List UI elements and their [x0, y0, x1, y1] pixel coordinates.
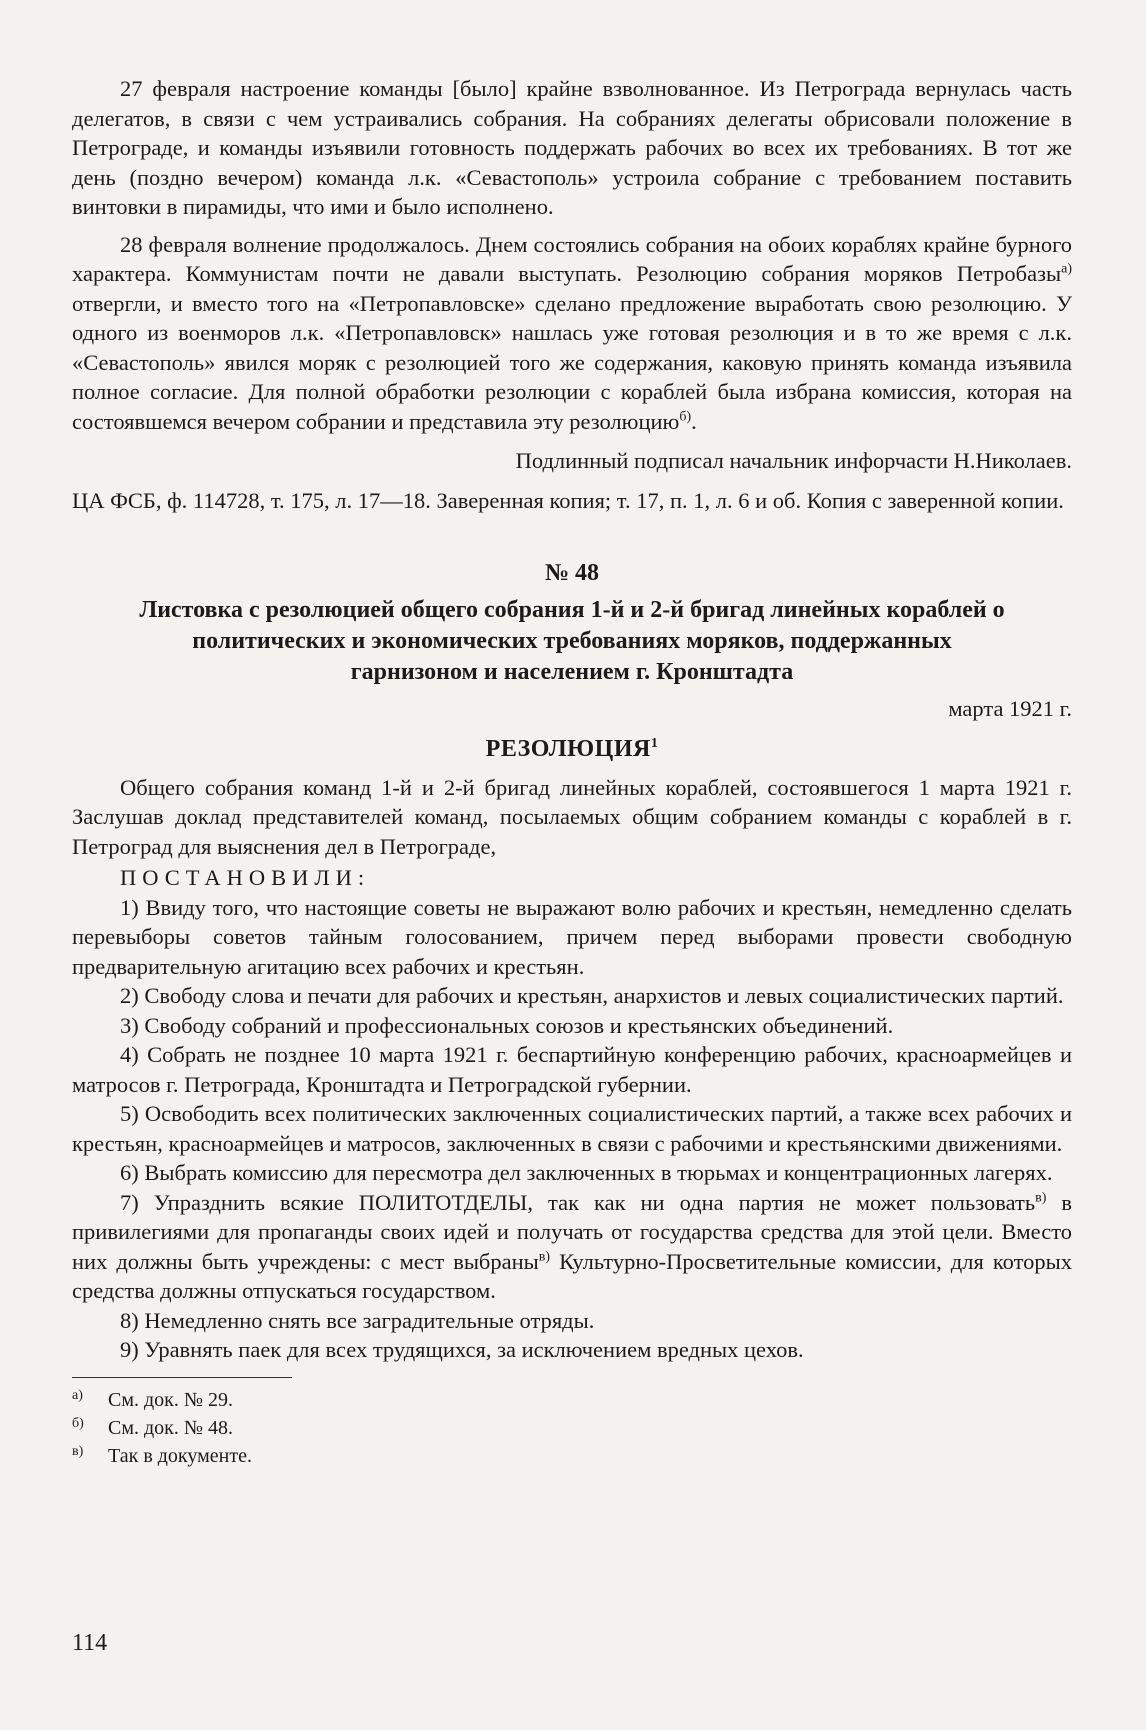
paragraph-feb28: 28 февраля волнение продолжалось. Днем состоялись собрания на обоих кораблях крайне бурного характера. Коммунистам почти не давали выступать. Резолюцию собрания моряков Петробазы$^{а)}$ отвергли, и вместо того на «Петропавловске» сделано предложение выработать свою резолюцию. У одного из военморов л.к. «Петропавловск» нашлась уже готовая резолюция и в то же время с л.к. «Севастополь» явился моряк с резолюцией того же содержания, каковую принять команда изъявила полное согласие. Для полной обработки резолюции с кораблей была избрана комиссия, которая на состоявшемся вечером собрании и представила эту резолюцию$^{б)}$. — [72, 231, 1072, 434]
document-page — [72, 74, 1072, 1470]
footnote-ref-v2: в) — [538, 1249, 551, 1264]
resolution-title — [72, 735, 1072, 765]
resolved-heading: ПОСТАНОВИЛИ: — [120, 865, 371, 890]
resolution-item-3: 3) Свободу собраний и профессиональных союзов и крестьянских объединений. — [120, 1012, 894, 1038]
archive-source: ЦА ФСБ, ф. 114728, т. 175, л. 17—18. Заверенная копия; т. 17, п. 1, л. 6 и об. Копия с заверенной копии. — [72, 487, 1064, 513]
footnote-b-text: См. док. № 48. — [108, 1416, 233, 1439]
footnote-v-text: Так в документе. — [108, 1444, 252, 1467]
resolution-item-4: 4) Собрать не позднее 10 марта 1921 г. беспартийную конференцию рабочих, красноармейцев и матросов г. Петрограда, Кронштадта и Петроградской губернии. — [72, 1042, 1072, 1097]
footnote-v — [72, 1442, 1072, 1470]
resolution-preamble: Общего собрания команд 1-й и 2-й бригад линейных кораблей, состоявшегося 1 марта 1921 г. Заслушав доклад представителей команд, посылаемых общим собранием команды с кораблей в г. Петроград для выяснения дел в Петрограде, — [72, 774, 1072, 859]
footnote-ref-1: 1 — [650, 736, 659, 751]
resolution-item-8: 8) Немедленно снять все заградительные отряды. — [120, 1307, 595, 1333]
resolution-item-2: 2) Свободу слова и печати для рабочих и крестьян, анархистов и левых социалистических партий. — [120, 983, 1064, 1008]
item7-part1: 7) Упразднить всякие ПОЛИТОТДЕЛЫ, так как ни одна партия не может пользовать — [120, 1189, 1036, 1215]
item7-part3: Культурно-Просветительные комиссии, для которых средства должны отпускаться государством. — [72, 1248, 1072, 1303]
footnote-a — [72, 1386, 1072, 1414]
paragraph-feb28-part2: отвергли, и вместо того на «Петропавловске» сделано предложение выработать свою резолюцию. У одного из военморов л.к. «Петропавловск» нашлась уже готовая резолюция и в то же время с л.к. «Севастополь» явился моряк с резолюцией того же содержания, каковую принять команда изъявила полное согласие. Для полной обработки резолюции с кораблей была избрана комиссия, которая на состоявшемся вечером собрании и представила эту резолюцию — [72, 290, 1072, 434]
resolution-item-1: 1) Ввиду того, что настоящие советы не выражают волю рабочих и крестьян, немедленно сделать перевыборы советов тайным голосованием, причем перед выборами провести свободную предварительную агитацию всех рабочих и крестьян. — [72, 894, 1072, 979]
footnote-ref-b: б) — [679, 409, 692, 424]
footnote-v-mark: в) — [72, 1443, 84, 1459]
footnote-divider — [72, 1377, 292, 1378]
footnote-a-mark: а) — [72, 1387, 83, 1403]
document-number: № 48 — [544, 560, 600, 586]
resolution-item-7 — [72, 1188, 1072, 1306]
footnote-b — [72, 1414, 1072, 1442]
footnote-a-text: См. док. № 29. — [108, 1388, 233, 1411]
paragraph-feb28-part1: 28 февраля волнение продолжалось. Днем состоялись собрания на обоих кораблях крайне бурного характера. Коммунистам почти не давали выступать. Резолюцию собрания моряков Петробазы — [72, 231, 1072, 286]
page-number: 114 — [72, 1630, 108, 1656]
footnote-b-mark: б) — [72, 1415, 84, 1431]
item7-part2: в привилегиями для пропаганды своих идей и получать от государства средства для этой цели. Вместо них должны быть учреждены: с мест выбраны — [72, 1189, 1073, 1274]
resolution-item-5: 5) Освободить всех политических заключенных социалистических партий, а также всех рабочих и крестьян, красноармейцев и матросов, заключенных в связи с рабочими и крестьянскими движениями. — [72, 1101, 1072, 1156]
signature-line: Подлинный подписал начальник инфорчасти Н.Николаев. — [515, 448, 1072, 473]
resolution-item-6: 6) Выбрать комиссию для пересмотра дел заключенных в тюрьмах и концентрационных лагерях. — [120, 1160, 1053, 1185]
document-title: Листовка с резолюцией общего собрания 1-й и 2-й бригад линейных кораблей о политических и экономических требованиях моряков, поддержанных гарнизоном и населением г. Кронштадта — [139, 596, 1005, 685]
paragraph-feb27: 27 февраля настроение команды [было] крайне взволнованное. Из Петрограда вернулась часть делегатов, в связи с чем устраивались собрания. На собраниях делегаты обрисовали положение в Петрограде, и команды изъявили готовность поддержать рабочих во всех их требованиях. В тот же день (поздно вечером) команда л.к. «Севастополь» устроила собрание с требованием поставить винтовки в пирамиды, что ими и было исполнено. — [72, 76, 1072, 219]
footnote-ref-a: а) — [1061, 261, 1072, 277]
resolution-title-text: РЕЗОЛЮЦИЯ — [485, 736, 651, 762]
resolution-item-9: 9) Уравнять паек для всех трудящихся, за исключением вредных цехов. — [120, 1337, 804, 1362]
footnote-ref-v1: в) — [1035, 1190, 1047, 1205]
document-date: марта 1921 г. — [948, 695, 1072, 721]
